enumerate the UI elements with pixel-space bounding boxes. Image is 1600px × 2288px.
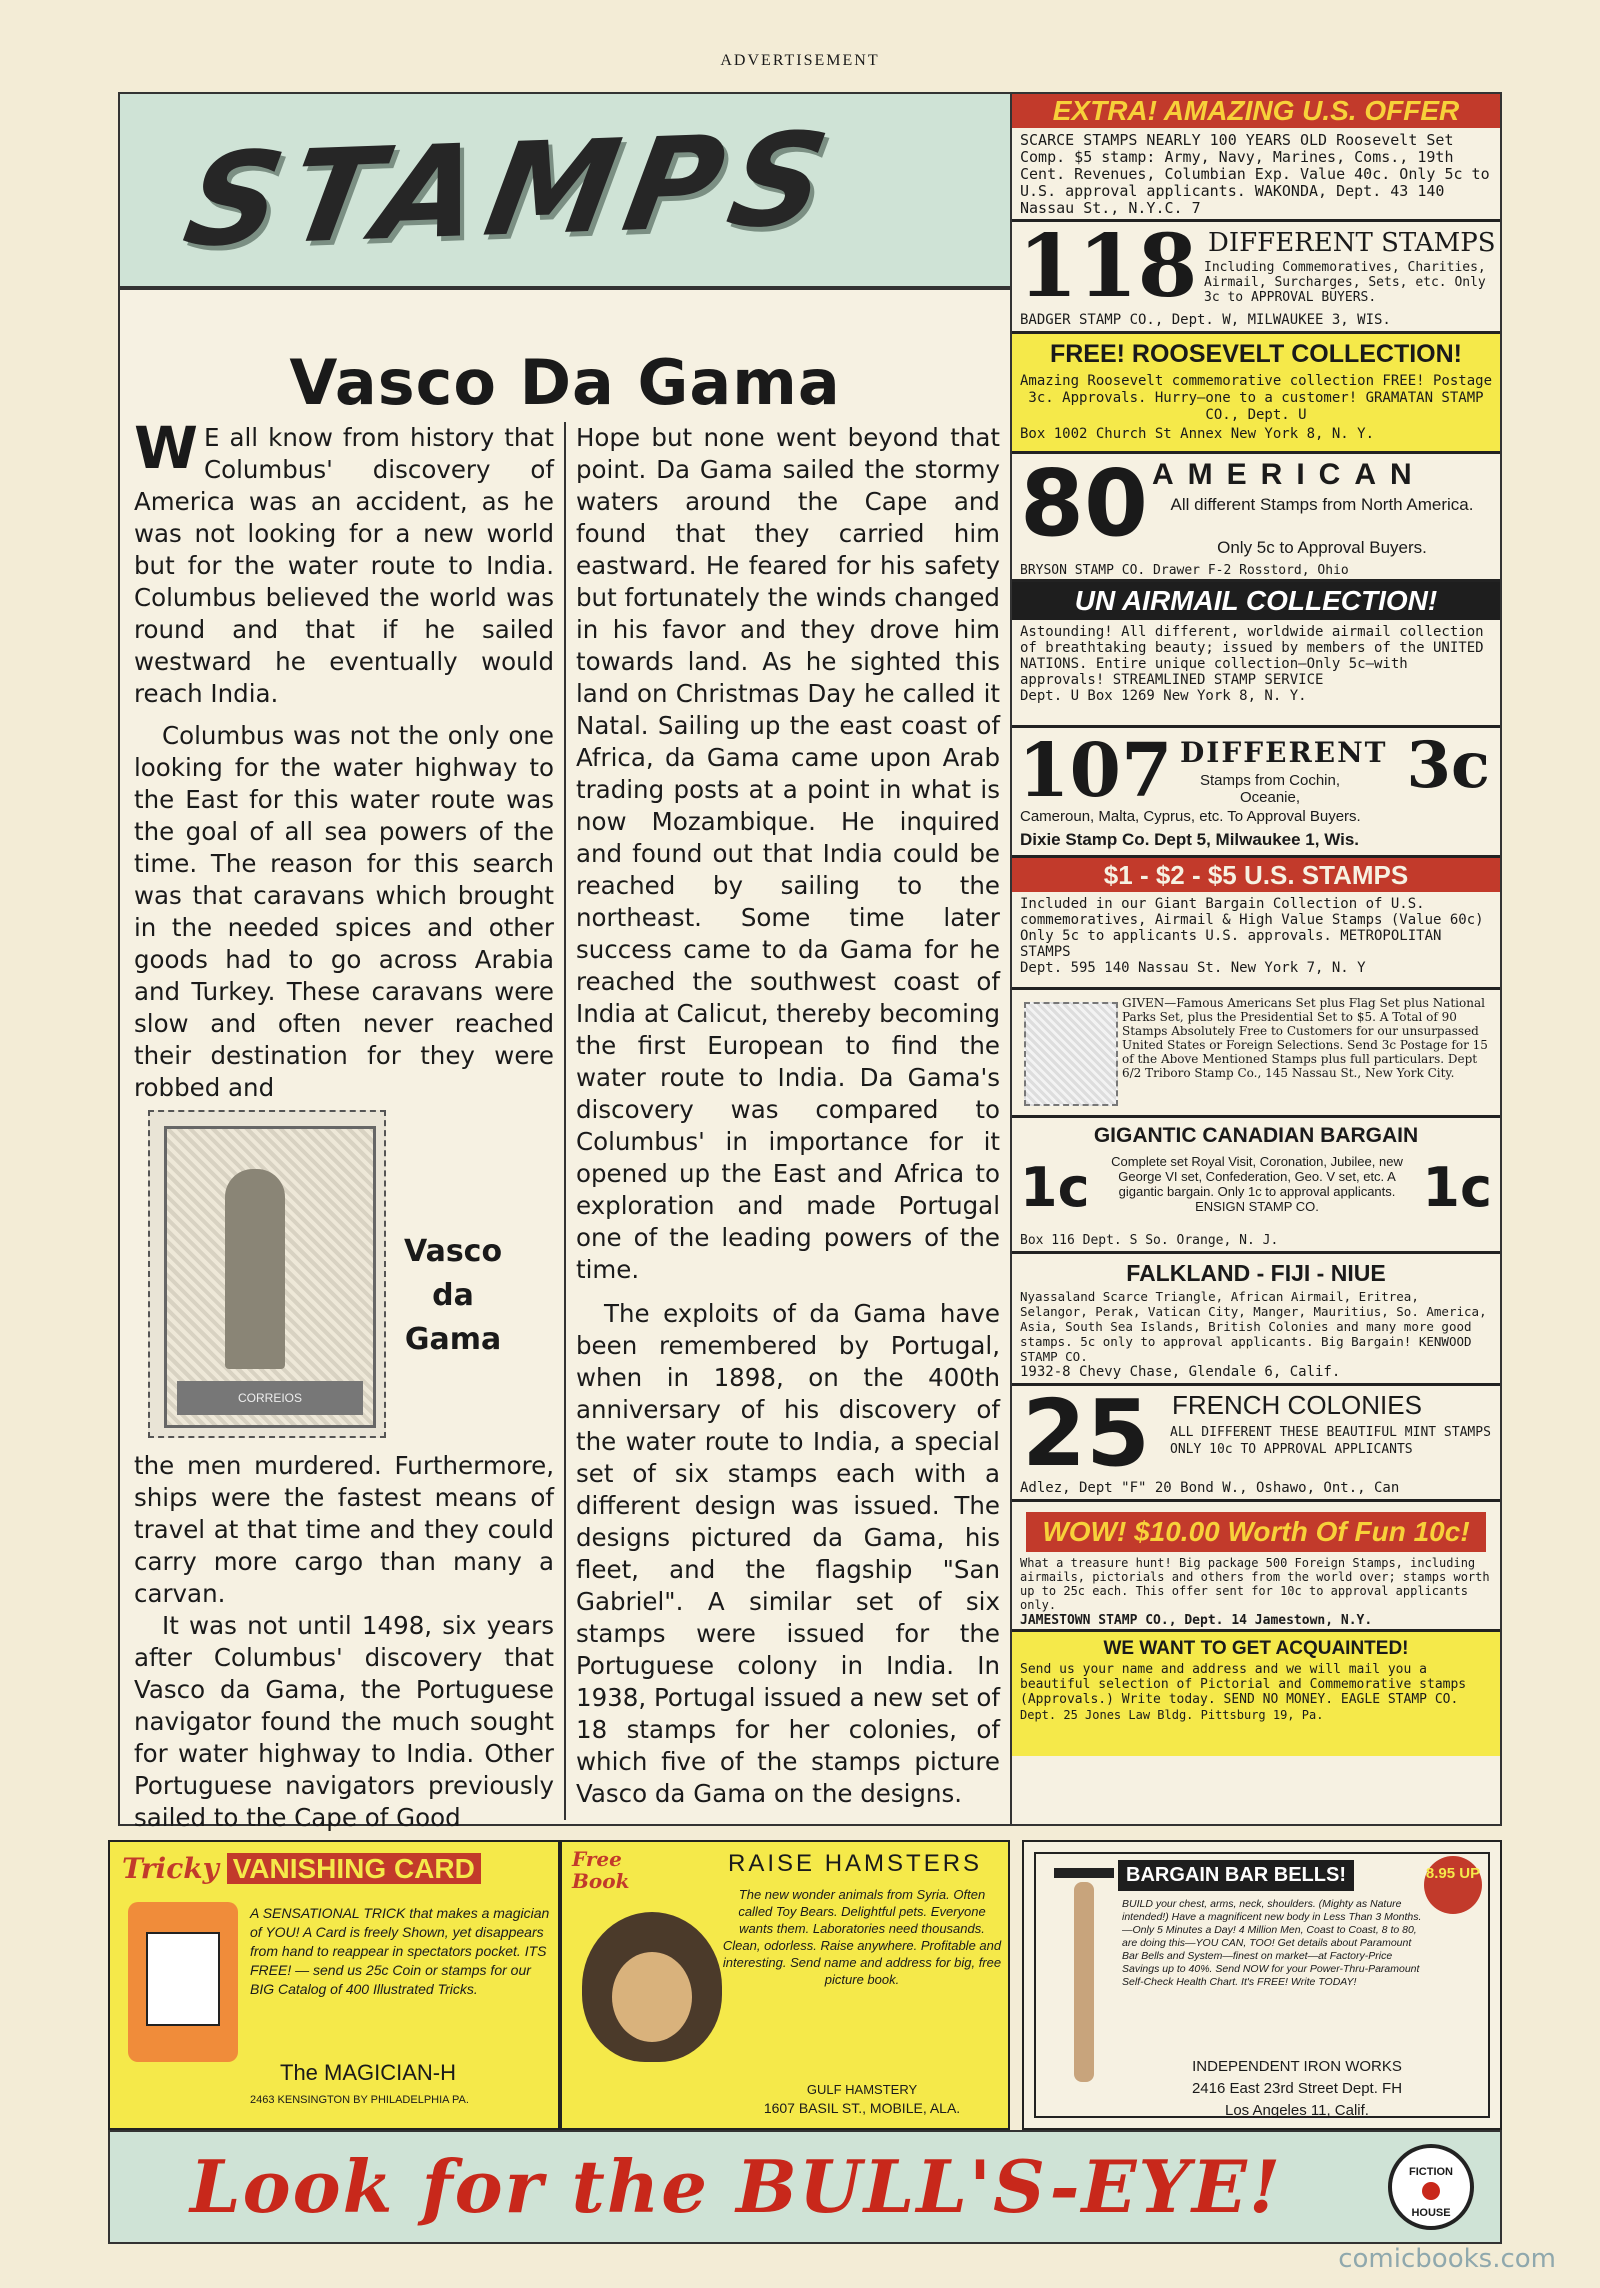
ad-jamestown xyxy=(1012,1502,1500,1632)
banner-title: STAMPS xyxy=(174,104,848,277)
ad-wakonda xyxy=(1012,94,1500,222)
ad-headline: UN AIRMAIL COLLECTION! xyxy=(1012,582,1500,620)
ad-footer: Box 1002 Church St Annex New York 8, N. Y. xyxy=(1020,426,1375,442)
ad-streamlined xyxy=(1012,582,1500,728)
ad-body: The new wonder animals from Syria. Often called Toy Bears. Delightful pets. Everyone wants them. Laboratories need thousands. Clean, odorless. Raise anywhere. Profitable and interesting. Send name and address for big, free picture book. xyxy=(722,1887,1002,1987)
ad-raise-hamsters xyxy=(560,1840,1010,2130)
article-column-left-lower xyxy=(134,1450,554,1834)
ad-footer: BADGER STAMP CO., Dept. W, MILWAUKEE 3, WIS. xyxy=(1020,312,1391,328)
ad-footer: 1607 BASIL ST., MOBILE, ALA. xyxy=(763,2100,961,2116)
ad-adlez xyxy=(1012,1386,1500,1502)
ad-body: GIVEN—Famous Americans Set plus Flag Set plus National Parks Set, plus the Presidential Set to $5. A Total of 90 Stamps Absolutely Free to Customers for our unsurpassed United States or Foreign Selections. Send 3c Postage for 15 of the Above Mentioned Stamps plus full particulars. Dept 6/2 Triboro Stamp Co., 145 Nassau St., New York City. xyxy=(1122,996,1488,1080)
ad-footer: Box 116 Dept. S So. Orange, N. J. xyxy=(1020,1233,1279,1248)
site-watermark: comicbooks.com xyxy=(1338,2244,1556,2274)
ad-cents: 3c xyxy=(1406,728,1490,803)
ad-body: All different Stamps from North America. xyxy=(1170,495,1474,514)
ad-headline: FALKLAND - FIJI - NIUE xyxy=(1126,1260,1386,1286)
ad-headline: Tricky VANISHING CARD xyxy=(122,1852,481,1885)
ad-body: Nyassaland Scarce Triangle, African Airmail, Eritrea, Selangor, Perak, Vatican City, Manger, Mauritius, So. America, Asia, South Sea Islands, British Colonies and many more good stamps. 5c only to approval applicants. Big Bargain! KENWOOD STAMP CO. xyxy=(1020,1289,1487,1364)
ad-footer: 2463 KENSINGTON BY PHILADELPHIA PA. xyxy=(250,2094,469,2106)
hamster-icon xyxy=(582,1912,722,2062)
article-column-left xyxy=(134,414,554,1104)
fiction-house-logo: FICTION HOUSE xyxy=(1388,2144,1474,2230)
ad-address-1: 2416 East 23rd Street Dept. FH xyxy=(1191,2080,1403,2097)
ad-vanishing-card xyxy=(108,1840,560,2130)
ad-metropolitan xyxy=(1012,858,1500,990)
ad-signature: GULF HAMSTERY xyxy=(806,2082,918,2097)
ad-headline: FRENCH COLONIES xyxy=(1172,1390,1422,1420)
ad-column xyxy=(1010,92,1502,1826)
ad-headline: RAISE HAMSTERS xyxy=(728,1850,983,1877)
ad-ensign xyxy=(1012,1118,1500,1254)
price-badge: 8.95 UP xyxy=(1424,1856,1482,1914)
ad-footer: 1932-8 Chevy Chase, Glendale 6, Calif. xyxy=(1020,1364,1341,1380)
vasco-da-gama-stamp-image xyxy=(148,1110,386,1438)
ad-company: INDEPENDENT IRON WORKS xyxy=(1192,2058,1402,2075)
article-panel xyxy=(118,288,1010,1832)
ad-bar-bells xyxy=(1022,1840,1502,2130)
ad-headline: FREE! ROOSEVELT COLLECTION! xyxy=(1049,340,1463,368)
ad-headline: EXTRA! AMAZING U.S. OFFER xyxy=(1012,94,1500,128)
ad-triboro xyxy=(1012,990,1500,1118)
article-paragraph: the men murdered. Furthermore, ships were the fastest means of travel at that time and they could carry more cargo than many a carvan. xyxy=(134,1451,554,1608)
article-paragraph: Hope but none went beyond that point. Da Gama sailed the stormy waters around the Cape and found that they carried him eastward. He feared for his safety but fortunately the winds changed in his favor and they drove him towards land. As he sighted this land on Christmas Day he called it Natal. Sailing up the east coast of Africa, da Gama came upon Arab trading posts at a point in what is now Mozambique. He inquired and found out that India could be reached by sailing to the northeast. Some time later success came to da Gama for he reached the southwest coast of India at Calicut, thereby becoming the first European to find the water route to India. Da Gama's discovery was compared to Columbus' in importance for it opened up the East and Africa to exploration and made Portugal one of the leading powers of the time. xyxy=(576,423,1000,1284)
ad-footer: JAMESTOWN STAMP CO., Dept. 14 Jamestown, N.Y. xyxy=(1020,1613,1373,1628)
column-divider xyxy=(564,422,566,1820)
bullseye-text: Look for the BULL'S-EYE! xyxy=(190,2144,1283,2229)
title-banner xyxy=(118,92,1010,288)
bullseye-banner xyxy=(108,2130,1502,2244)
ad-body: What a treasure hunt! Big package 500 Foreign Stamps, including airmails, pictorials and others from the world over; stamps worth up to 25c each. This offer sent for 10c to approval applicants only. xyxy=(1020,1556,1490,1612)
ad-body: Including Commemoratives, Charities, Airmail, Surcharges, Sets, etc. Only 3c to APPROVAL BUYERS. xyxy=(1204,260,1486,305)
ad-footer: Dept. 25 Jones Law Bldg. Pittsburg 19, Pa. xyxy=(1020,1708,1324,1722)
ad-headline: DIFFERENT xyxy=(1180,736,1388,769)
ad-cents-left: 1c xyxy=(1020,1156,1090,1219)
bullseye-icon xyxy=(1422,2182,1440,2200)
ad-headline: DIFFERENT STAMPS xyxy=(1208,228,1496,258)
article-title: Vasco Da Gama xyxy=(289,346,841,419)
ad-body: SCARCE STAMPS NEARLY 100 YEARS OLD Roosevelt Set Comp. $5 stamp: Army, Navy, Marines, Coms., 19th Cent. Revenues, Columbian Exp. Value 40c. Only 5c to U.S. approval applicants. WAKONDA, Dept. 43 140 Nassau St., N.Y.C. 7 xyxy=(1020,131,1490,217)
ad-headline: WOW! $10.00 Worth Of Fun 10c! xyxy=(1026,1512,1486,1552)
ad-cents-right: 1c xyxy=(1422,1156,1492,1219)
playing-card-hand-icon xyxy=(128,1902,238,2062)
stamp-image xyxy=(1024,1002,1118,1106)
article-paragraph: The exploits of da Gama have been remembered by Portugal, when in 1898, on the 400th anniversary of his discovery of the water route to India, a special set of six stamps each with a different design was issued. The designs pictured da Gama, his fleet, and the flagship "San Gabriel". A similar set of six stamps were issued for the Portuguese colony in India. In 1938, Portugal issued a new set of 18 stamps for her colonies, of which five of the stamps picture Vasco da Gama on the designs. xyxy=(576,1299,1000,1808)
article-paragraph: It was not until 1498, six years after Columbus' discovery that Vasco da Gama, the Portuguese navigator found the much sought for water highway to India. Other Portuguese navigators previously sailed to the Cape of Good xyxy=(134,1611,554,1832)
ad-body: ALL DIFFERENT THESE BEAUTIFUL MINT STAMPS ONLY 10c TO APPROVAL APPLICANTS xyxy=(1170,1425,1491,1457)
stamp-label: Vasco da Gama xyxy=(404,1234,503,1357)
ad-big-number: 80 xyxy=(1020,454,1149,557)
ad-body-2: Cameroun, Malta, Cyprus, etc. To Approval Buyers. xyxy=(1020,808,1361,825)
ad-body: Send us your name and address and we will mail you a beautiful selection of Pictorial and Commemorative stamps (Approvals.) Write today. SEND NO MONEY. EAGLE STAMP CO. xyxy=(1020,1662,1467,1707)
ad-body: Astounding! All different, worldwide airmail collection of breathtaking beauty; issued by members of the UNITED NATIONS. Entire unique collection—Only 5c—with approvals! STREAMLINED STAMP SERVICE xyxy=(1020,624,1484,688)
ad-footer: Adlez, Dept "F" 20 Bond W., Oshawo, Ont., Can xyxy=(1020,1480,1400,1496)
ad-address-2: Los Angeles 11, Calif. xyxy=(1225,2102,1369,2119)
ad-badger xyxy=(1012,222,1500,334)
ad-bryson xyxy=(1012,454,1500,582)
article-paragraph: W E all know from history that Columbus' discovery of America was an accident, as he was not looking for a new world but for the water route to India. Columbus believed the world was round and that if he sailed westward he eventually would reach India. xyxy=(134,414,554,708)
ad-big-number: 25 xyxy=(1022,1386,1151,1487)
strongman-icon xyxy=(1054,1868,1114,2088)
ad-footer: Dixie Stamp Co. Dept 5, Milwaukee 1, Wis. xyxy=(1020,830,1359,849)
ad-headline: AMERICAN xyxy=(1152,458,1426,491)
ad-body: Stamps from Cochin, Oceanie, xyxy=(1199,772,1341,806)
ad-headline: WE WANT TO GET ACQUAINTED! xyxy=(1103,1638,1409,1659)
ad-body: BUILD your chest, arms, neck, shoulders. (Mighty as Nature intended!) Have a magnificent new body in Less Than 3 Months.—Only 5 Minutes a Day! 4 Million Men, Coast to Coast, 8 to 80, are doing this—YOU CAN, TOO! Get details about Paramount Bar Bells and System—finest on market—at Factory-Price Savings up to 40%. Send NOW for your Power-Thru-Paramount Self-Check Health Chart. It's FREE! Write TODAY! xyxy=(1122,1898,1422,1988)
ad-body: A SENSATIONAL TRICK that makes a magician of YOU! A Card is freely Shown, yet disappears from hand to reappear in spectators pocket. ITS FREE! — send us 25c Coin or stamps for our BIG Catalog of 400 Illustrated Tricks. xyxy=(250,1905,550,1997)
ad-body: Amazing Roosevelt commemorative collection FREE! Postage 3c. Approvals. Hurry—one to a customer! GRAMATAN STAMP CO., Dept. U xyxy=(1020,373,1493,423)
ad-headline: GIGANTIC CANADIAN BARGAIN xyxy=(1093,1124,1419,1147)
ad-footer: Dept. U Box 1269 New York 8, N. Y. xyxy=(1020,688,1307,704)
ad-headline: BARGAIN BAR BELLS! xyxy=(1118,1860,1354,1891)
page-header: ADVERTISEMENT xyxy=(720,52,880,69)
ad-body-2: Only 5c to Approval Buyers. xyxy=(1217,538,1427,557)
ad-gramatan xyxy=(1012,334,1500,454)
ad-badge: Free Book xyxy=(572,1847,630,1893)
stamp-caption-bar: CORREIOS xyxy=(177,1381,363,1415)
ad-footer: BRYSON STAMP CO. Drawer F-2 Rosstord, Ohio xyxy=(1020,563,1349,578)
ad-body: Included in our Giant Bargain Collection of U.S. commemoratives, Airmail & High Value Stamps (Value 60c) Only 5c to applicants U.S. approvals. METROPOLITAN STAMPS xyxy=(1020,896,1484,960)
drop-cap: W xyxy=(134,414,198,482)
ad-footer: Dept. 595 140 Nassau St. New York 7, N. Y xyxy=(1020,960,1366,976)
ad-headline: $1 - $2 - $5 U.S. STAMPS xyxy=(1012,858,1500,892)
ad-big-number: 107 xyxy=(1018,728,1173,814)
explorer-figure-icon xyxy=(225,1169,285,1369)
ad-kenwood xyxy=(1012,1254,1500,1386)
article-column-right xyxy=(576,422,1000,1810)
ad-signature: The MAGICIAN-H xyxy=(280,2060,457,2085)
article-paragraph: Columbus was not the only one looking for the water highway to the East for this water route was the goal of all sea powers of the time. The reason for this search was that caravans which brought in the needed spices and other goods had to go across Arabia and Turkey. These caravans were slow and often never reached their destination for they were robbed and xyxy=(134,721,554,1102)
ad-big-number: 118 xyxy=(1018,222,1198,317)
ad-body: Complete set Royal Visit, Coronation, Jubilee, new George VI set, Confederation, Geo. V set, etc. A gigantic bargain. Only 1c to approval applicants. ENSIGN STAMP CO. xyxy=(1111,1154,1403,1214)
ad-eagle xyxy=(1012,1632,1500,1756)
ad-dixie xyxy=(1012,728,1500,858)
